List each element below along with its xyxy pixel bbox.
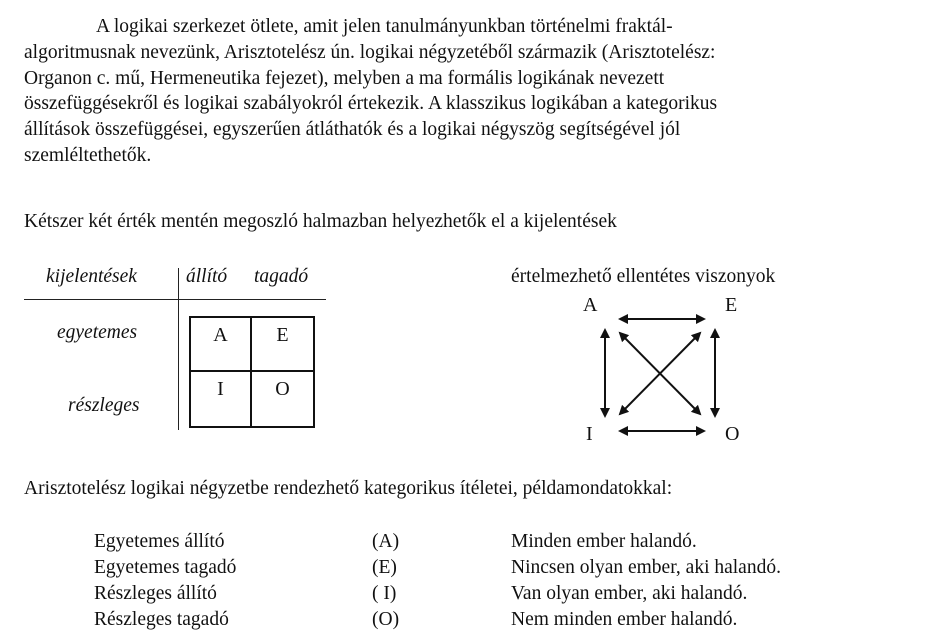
diagram-letter-a: A <box>583 294 598 316</box>
judgment-row <box>0 609 952 634</box>
intro-line: algoritmusnak nevezünk, Arisztotelész ún. logikai négyzetéből származik (Arisztotelész: <box>24 41 716 63</box>
judgment-name: Egyetemes állító <box>94 531 225 552</box>
intro-line: összefüggésekről és logikai szabályokról értekezik. A klasszikus logikában a kategorikus <box>24 93 718 115</box>
table-col-affirm: állító <box>186 266 228 287</box>
diagram-letter-e: E <box>725 294 738 316</box>
judgment-name: Részleges tagadó <box>94 609 229 630</box>
grid-cell-e: E <box>252 318 313 372</box>
grid-cell-i: I <box>191 372 252 426</box>
judgment-name: Részleges állító <box>94 583 217 604</box>
intro-line: Organon c. mű, Hermeneutika fejezet), melyben a ma formális logikának nevezett <box>24 67 665 89</box>
table-vertical-rule <box>178 268 179 430</box>
judgments-caption: Arisztotelész logikai négyzetbe rendezhető kategorikus ítéletei, példamondatokkal: <box>24 478 673 499</box>
judgment-name: Egyetemes tagadó <box>94 557 237 578</box>
judgment-code: (O) <box>372 609 400 630</box>
judgment-row <box>0 583 952 608</box>
table-col-negate: tagadó <box>254 266 309 287</box>
opposition-diagram <box>570 290 750 450</box>
intro-line: szemléltethetők. <box>24 144 152 166</box>
intro-line: állítások összefüggései, egyszerűen átláthatók és a logikai négyszög segítségével jól <box>24 119 681 141</box>
judgment-example: Nincsen olyan ember, aki halandó. <box>511 557 781 578</box>
judgment-code: (A) <box>372 531 400 552</box>
judgment-code: ( I) <box>372 583 397 604</box>
diagram-title: értelmezhető ellentétes viszonyok <box>511 266 776 287</box>
judgment-row <box>0 531 952 556</box>
intro-paragraph <box>24 14 924 169</box>
judgment-example: Van olyan ember, aki halandó. <box>511 583 748 604</box>
diagram-letter-i: I <box>586 423 593 445</box>
judgment-row <box>0 557 952 582</box>
subheading: Kétszer két érték mentén megoszló halmazban helyezhetők el a kijelentések <box>24 211 617 232</box>
logical-square-grid <box>189 316 315 428</box>
table-row-particular: részleges <box>68 395 140 416</box>
intro-line: A logikai szerkezet ötlete, amit jelen tanulmányunkban történelmi fraktál- <box>96 16 673 37</box>
grid-cell-o: O <box>275 378 290 400</box>
grid-cell-a: A <box>191 318 252 372</box>
diagram-letter-o: O <box>725 423 740 445</box>
judgment-example: Minden ember halandó. <box>511 531 697 552</box>
table-header-label: kijelentések <box>46 266 137 287</box>
table-horizontal-rule <box>24 299 326 300</box>
judgment-example: Nem minden ember halandó. <box>511 609 738 630</box>
table-row-universal: egyetemes <box>57 322 138 343</box>
judgment-code: (E) <box>372 557 397 578</box>
